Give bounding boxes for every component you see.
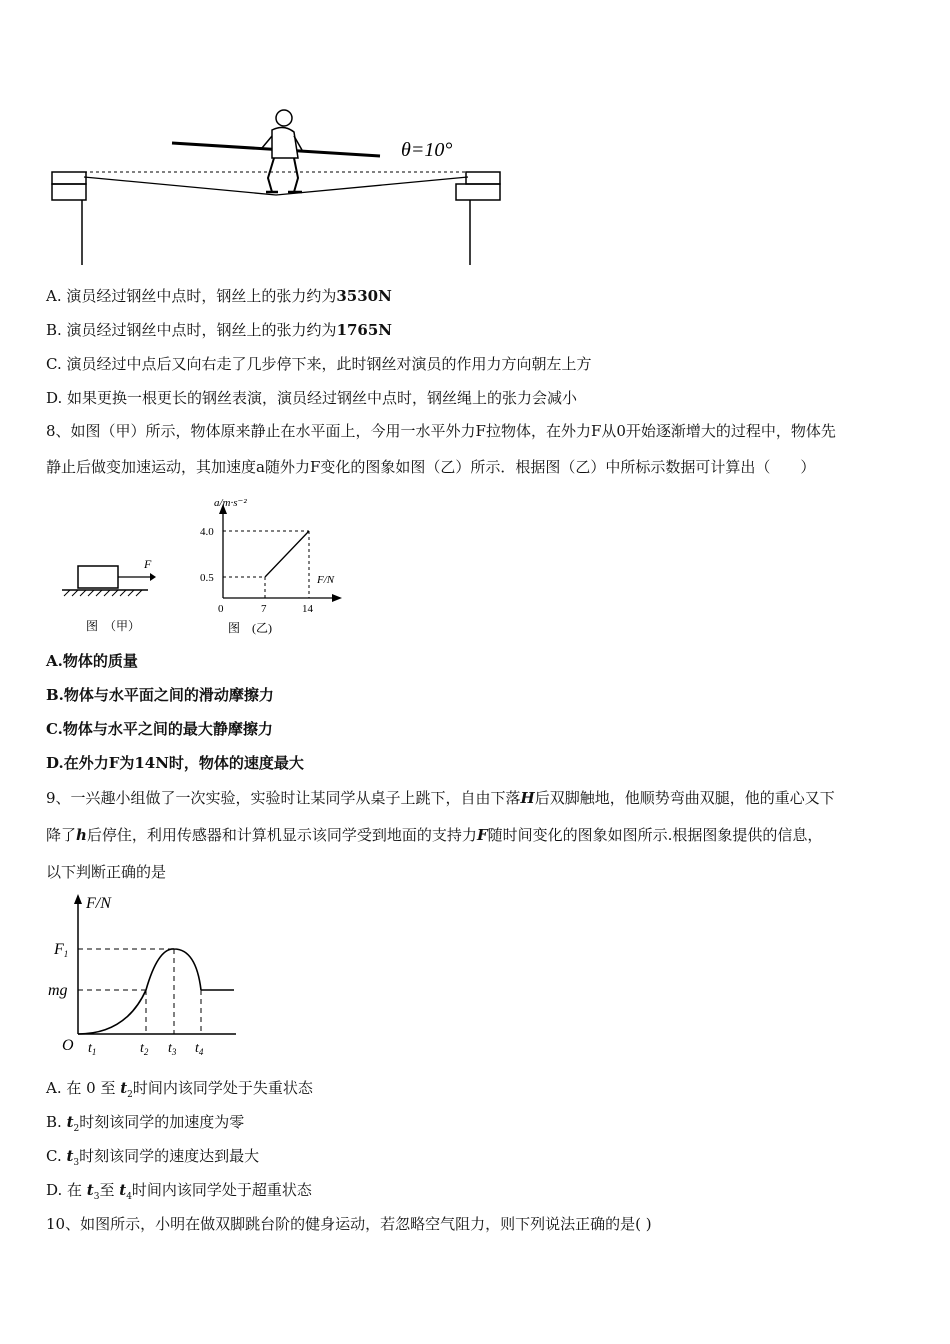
- q9-option-c: C. $t_3$时刻该同学的速度达到最大: [46, 1147, 260, 1168]
- f-axis-label: F/N: [317, 574, 335, 586]
- t4-label: $t_4$: [195, 1041, 204, 1057]
- force-time-chart: [46, 886, 246, 1061]
- q8-option-d: D.在外力F为14N时，物体的速度最大: [46, 754, 304, 772]
- t3-label: $t_3$: [168, 1041, 177, 1057]
- q7-option-b: B. 演员经过钢丝中点时，钢丝上的张力约为1765N: [46, 321, 393, 339]
- t2-label: $t_2$: [140, 1041, 149, 1057]
- q8-stem-line1: 8、如图（甲）所示，物体原来静止在水平面上，今用一水平外力F拉物体，在外力F从0开始逐渐增大的过程中，物体先: [46, 422, 836, 440]
- q8-stem-line2: 静止后做变加速运动，其加速度a随外力F变化的图象如图（乙）所示．根据图（乙）中所标示数据可计算出（ ）: [46, 458, 816, 476]
- tick-7: 7: [261, 603, 267, 615]
- force-label: F: [144, 557, 152, 571]
- q8-option-a: A.物体的质量: [46, 652, 138, 670]
- q9-stem-line3: 以下判断正确的是: [46, 863, 167, 881]
- angle-label: θ=10°: [401, 139, 453, 161]
- q7-option-d: D. 如果更换一根更长的钢丝表演，演员经过钢丝中点时，钢丝绳上的张力会减小: [46, 389, 578, 407]
- block-figure: [56, 550, 166, 640]
- q8-option-b: B.物体与水平面之间的滑动摩擦力: [46, 686, 274, 704]
- q9-option-a: A. 在 0 至 $t_2$时间内该同学处于失重状态: [46, 1079, 313, 1100]
- origin-label: O: [62, 1037, 74, 1054]
- q9-option-d: D. 在 $t_3$至 $t_4$时间内该同学处于超重状态: [46, 1181, 312, 1202]
- q9-stem-line1: 9、一兴趣小组做了一次实验，实验时让某同学从桌子上跳下，自由下落H后双脚触地，他顺势弯曲双腿，他的重心又下: [46, 789, 835, 807]
- a-axis-label: a/m·s⁻²: [214, 497, 247, 509]
- tick-14: 14: [302, 603, 313, 615]
- acceleration-force-chart: [192, 490, 352, 640]
- f1-label: F1: [54, 941, 69, 959]
- t1-label: $t_1$: [88, 1041, 97, 1057]
- tick-05: 0.5: [200, 572, 214, 584]
- q10-stem: 10、如图所示，小明在做双脚跳台阶的健身运动，若忽略空气阻力，则下列说法正确的是( ): [46, 1215, 652, 1233]
- q9-stem-line2: 降了h后停住，利用传感器和计算机显示该同学受到地面的支持力F随时间变化的图象如图所示.根据图象提供的信息，: [46, 826, 823, 844]
- tightrope-figure: [46, 100, 516, 270]
- q7-option-a: A. 演员经过钢丝中点时，钢丝上的张力约为3530N: [46, 287, 392, 305]
- tick-4: 4.0: [200, 526, 214, 538]
- tick-0: 0: [218, 603, 224, 615]
- figure-a-caption: 图 （甲）: [86, 619, 141, 633]
- q8-option-c: C.物体与水平之间的最大静摩擦力: [46, 720, 273, 738]
- q9-option-b: B. $t_2$时刻该同学的加速度为零: [46, 1113, 245, 1134]
- figure-b-caption: 图 (乙): [228, 621, 272, 635]
- mg-label: mg: [48, 982, 68, 999]
- f-axis-label: F/N: [86, 895, 111, 912]
- q7-option-c: C. 演员经过中点后又向右走了几步停下来，此时钢丝对演员的作用力方向朝左上方: [46, 355, 592, 373]
